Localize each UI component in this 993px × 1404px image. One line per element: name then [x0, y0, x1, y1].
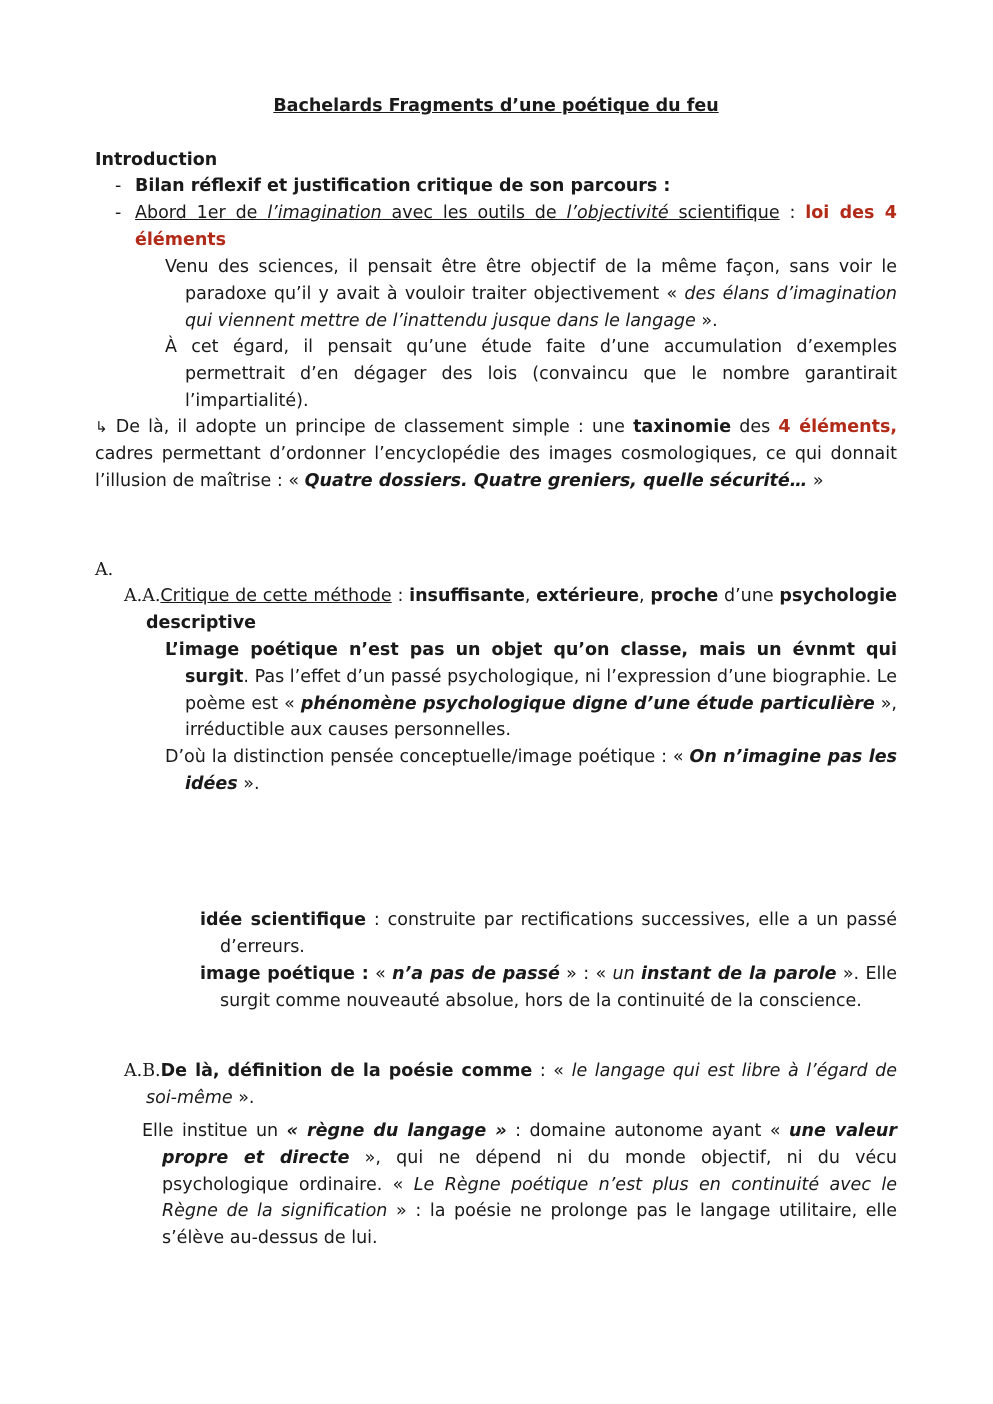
quote: phénomène psychologique digne d’une étude particulière	[300, 693, 875, 714]
bullet-dash: -	[115, 176, 122, 196]
section-a-label: A.	[95, 560, 114, 580]
intro-paragraph-3: ↳ De là, il adopte un principe de classement simple : une taxinomie des 4 éléments, cadres permettant d’ordonner l’encyclopédie des images cosmologiques, ce qui donnait l’illusion de maîtrise : « Quatre dossiers. Quatre greniers, quelle sécurité… »	[95, 414, 897, 494]
section-a-paragraph-4: image poétique : « n’a pas de passé » : « un instant de la parole ». Elle surgit comme nouveauté absolue, hors de la continuité de la conscience.	[200, 964, 897, 1011]
bullet-dash: -	[115, 203, 122, 223]
quote: Le Règne poétique n’est plus en continuité avec le Règne de la signification	[162, 1174, 897, 1222]
quote: Quatre dossiers. Quatre greniers, quelle sécurité…	[304, 470, 808, 491]
intro-heading: Introduction	[95, 150, 218, 170]
quote: On n’imagine pas les idées	[185, 747, 897, 794]
quote: le langage qui est libre à l’égard de soi-même	[146, 1061, 898, 1108]
section-a-paragraph-3: idée scientifique : construite par rectifications successives, elle a un passé d’erreurs.	[200, 910, 897, 957]
section-a-paragraph-2: D’où la distinction pensée conceptuelle/image poétique : « On n’imagine pas les idées ».	[165, 747, 897, 794]
section-a-paragraph-5: Elle institue un « règne du langage » : domaine autonome ayant « une valeur propre et directe », qui ne dépend ni du monde objectif, ni du vécu psychologique ordinaire. « Le Règne poétique n’est plus en continuité avec le Règne de la signification » : la poésie ne prolonge pas le langage utilitaire, elle s’élève au-dessus de lui.	[142, 1121, 897, 1249]
subsection-number: A.B.	[124, 1061, 161, 1081]
four-elements-law: loi des 4 éléments	[135, 203, 897, 250]
intro-bullet-2: Abord 1er de l’imagination avec les outils de l’objectivité scientifique : loi des 4 éléments	[135, 203, 897, 250]
subsection-aa-heading: A.A.Critique de cette méthode : insuffisante, extérieure, proche d’une psychologie descriptive	[124, 586, 897, 633]
document-title: Bachelards Fragments d’une poétique du feu	[273, 96, 719, 116]
intro-paragraph-2: À cet égard, il pensait qu’une étude faite d’une accumulation d’exemples permettrait d’en dégager des lois (convaincu que le nombre garantirait l’impartialité).	[165, 337, 897, 411]
section-a-paragraph-1: L’image poétique n’est pas un objet qu’on classe, mais un évnmt qui surgit. Pas l’effet d’un passé psychologique, ni l’expression d’une biographie. Le poème est « phénomène psychologique digne d’une étude particulière », irréductible aux causes personnelles.	[165, 640, 897, 741]
subsection-number: A.A.	[124, 586, 161, 606]
subsection-ab-heading: A.B.De là, définition de la poésie comme : « le langage qui est libre à l’égard de soi-même ».	[124, 1061, 898, 1108]
quote: des élans d’imagination qui viennent mettre de l’inattendu jusque dans le langage	[185, 283, 897, 331]
bullet2-text: Abord 1er de l’imagination avec les outils de l’objectivité scientifique	[135, 203, 780, 223]
arrow-icon: ↳	[95, 418, 108, 436]
intro-paragraph-1: Venu des sciences, il pensait être être objectif de la même façon, sans voir le paradoxe qu’il y avait à vouloir traiter objectivement « des élans d’imagination qui viennent mettre de l’inattendu jusque dans le langage ».	[165, 257, 897, 331]
intro-bullet-1: Bilan réflexif et justification critique de son parcours :	[135, 176, 671, 196]
